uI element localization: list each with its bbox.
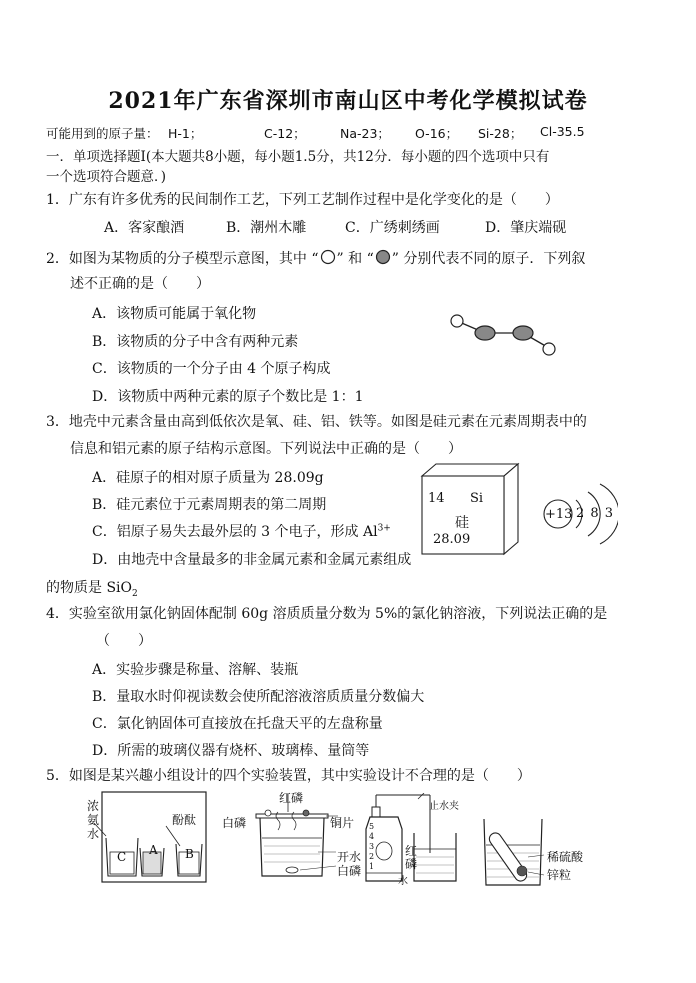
fig-d-zinc-granules: 锌粒 bbox=[547, 868, 572, 882]
q4-stem-line2: （ ） bbox=[96, 633, 152, 649]
q4-stem-line1: 4．实验室欲用氯化钠固体配制 60g 溶质质量分数为 5%的氯化钠溶液，下列说法正确的是 bbox=[46, 606, 608, 622]
q2-stem-c: ” 分别代表不同的原子．下列叙 bbox=[391, 251, 586, 267]
q3-option-b: B．硅元素位于元素周期表的第二周期 bbox=[92, 497, 327, 513]
fig-a-beaker-c: C bbox=[117, 850, 127, 864]
element-mass: 28.09 bbox=[433, 532, 471, 547]
fig-a-beaker-b: B bbox=[185, 847, 194, 861]
atom-nucleus-charge: +13 bbox=[545, 507, 573, 522]
q3-option-d-cont bbox=[46, 577, 138, 599]
fig-b-red-phosphorus: 红磷 bbox=[279, 791, 304, 805]
grey-atom-icon bbox=[374, 249, 392, 265]
element-name: 硅 bbox=[455, 515, 469, 531]
q3-stem-line1: 3．地壳中元素含量由高到低依次是氧、硅、铝、铁等。如图是硅元素在元素周期表中的 bbox=[46, 414, 587, 430]
fig-c-mark-5: 5 bbox=[369, 822, 375, 831]
q3-option-c-charge: 3+ bbox=[377, 523, 391, 534]
fig-a-phenolphthalein-label: 酚酞 bbox=[172, 813, 197, 827]
atomic-mass-si: Si-28； bbox=[478, 126, 523, 141]
section-heading-cont: 一个选项符合题意．) bbox=[46, 169, 167, 185]
fig-c-mark-1: 1 bbox=[369, 862, 375, 871]
q2-stem-b: ” 和 “ bbox=[336, 251, 374, 267]
fig-c-mark-4: 4 bbox=[369, 832, 375, 841]
page-title: 2021年广东省深圳市南山区中考化学模拟试卷 bbox=[108, 88, 588, 114]
q4-option-b: B．量取水时仰视读数会使所配溶液溶质质量分数偏大 bbox=[92, 689, 425, 705]
fig-b-white-phosphorus-bottom: 白磷 bbox=[337, 864, 362, 878]
q3-option-a: A．硅原子的相对原子质量为 28.09g bbox=[92, 470, 324, 486]
q1-option-c: C．广绣刺绣画 bbox=[345, 220, 440, 236]
fig-b-white-phosphorus-top: 白磷 bbox=[222, 816, 247, 830]
q3-stem-line2: 信息和铝元素的原子结构示意图。下列说法中正确的是（ ） bbox=[70, 441, 462, 457]
q4-option-d: D．所需的玻璃仪器有烧杯、玻璃棒、量筒等 bbox=[92, 743, 370, 759]
q4-option-c: C．氯化钠固体可直接放在托盘天平的左盘称量 bbox=[92, 716, 383, 732]
q5-stem: 5．如图是某兴趣小组设计的四个实验装置，其中实验设计不合理的是（ ） bbox=[46, 768, 531, 784]
fig-b-copper-sheet: 铜片 bbox=[330, 816, 355, 830]
atomic-mass-c: C-12； bbox=[264, 126, 306, 141]
zinc-acid-beaker bbox=[478, 815, 553, 890]
atom-electron-shells: 2 8 3 bbox=[576, 506, 614, 521]
q2-option-a: A．该物质可能属于氧化物 bbox=[92, 306, 257, 322]
q1-option-a: A．客家酿酒 bbox=[104, 220, 185, 236]
atomic-mass-o: O-16； bbox=[415, 126, 459, 141]
section-heading: 一．单项选择题Ⅰ(本大题共8小题，每小题1.5分，共12分．每小题的四个选项中只有 bbox=[46, 149, 550, 165]
fig-a-beaker-a: A bbox=[149, 843, 158, 857]
q3-option-c bbox=[92, 521, 391, 541]
fig-c-water-label: 水 bbox=[398, 876, 408, 887]
q3-option-d: D．由地壳中含量最多的非金属元素和金属元素组成 bbox=[92, 552, 412, 568]
q2-stem-line2: 述不正确的是（ ） bbox=[70, 276, 210, 292]
atomic-mass-na: Na-23； bbox=[340, 126, 390, 141]
atomic-mass-cl: Cl-35.5 bbox=[540, 124, 585, 139]
fig-c-red-phosphorus: 红磷 bbox=[405, 844, 418, 871]
fig-c-clamp-label: 止水夹 bbox=[429, 801, 459, 812]
q4-option-a: A．实验步骤是称量、溶解、装瓶 bbox=[92, 662, 299, 678]
q1-option-d: D．肇庆端砚 bbox=[485, 220, 567, 236]
fig-b-hot-water: 开水 bbox=[337, 850, 362, 864]
element-atomic-number: 14 bbox=[428, 491, 445, 506]
q3-option-c-text: C．铝原子易失去最外层的 3 个电子，形成 Al bbox=[92, 524, 378, 540]
q2-option-b: B．该物质的分子中含有两种元素 bbox=[92, 334, 299, 350]
fig-c-mark-2: 2 bbox=[369, 852, 375, 861]
q1-option-b: B．潮州木雕 bbox=[226, 220, 307, 236]
q1-stem: 1．广东有许多优秀的民间制作工艺，下列工艺制作过程中是化学变化的是（ ） bbox=[46, 192, 559, 208]
q2-stem-line1 bbox=[46, 249, 585, 268]
fig-d-dilute-sulfuric-acid: 稀硫酸 bbox=[547, 850, 584, 864]
q3-option-d-cont-text: 的物质是 SiO bbox=[46, 580, 132, 596]
white-atom-icon bbox=[319, 249, 337, 265]
element-symbol: Si bbox=[470, 491, 484, 506]
fig-a-ammonia-label: 浓氨水 bbox=[87, 799, 100, 841]
q2-option-d: D．该物质中两种元素的原子个数比是 1：1 bbox=[92, 389, 364, 405]
q2-stem-a: 2．如图为某物质的分子模型示意图，其中 “ bbox=[46, 251, 319, 267]
molecule-model-figure bbox=[445, 310, 565, 365]
atomic-mass-label: 可能用到的原子量： bbox=[46, 126, 159, 141]
q2-option-c: C．该物质的一个分子由 4 个原子构成 bbox=[92, 361, 331, 377]
fig-c-mark-3: 3 bbox=[369, 842, 375, 851]
atomic-mass-h: H-1； bbox=[168, 126, 203, 141]
q3-option-d-sub: 2 bbox=[132, 588, 138, 599]
